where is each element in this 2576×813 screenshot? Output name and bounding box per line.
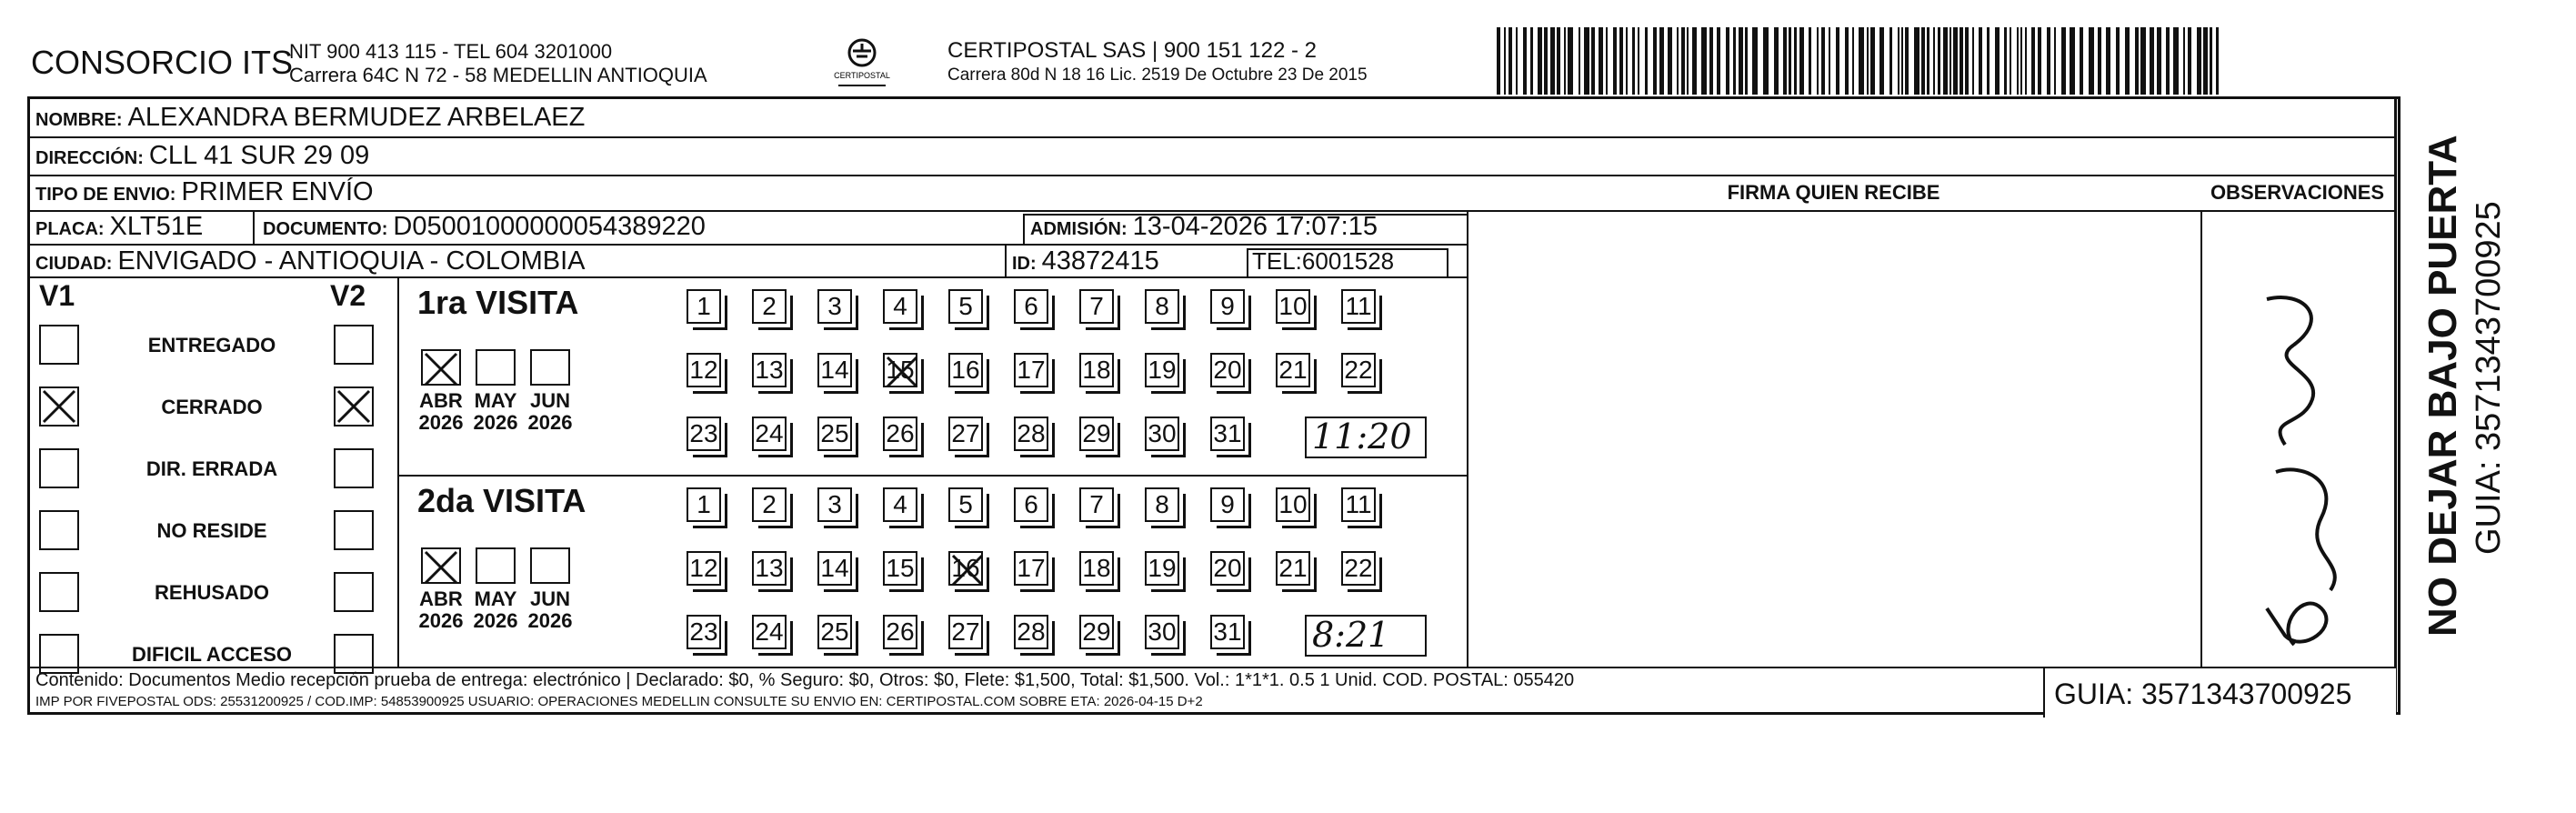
- day-box[interactable]: 19: [1145, 551, 1179, 586]
- day-box[interactable]: 9: [1210, 289, 1245, 324]
- barcode-bar: [1745, 27, 1748, 95]
- day-box[interactable]: 22: [1341, 353, 1376, 387]
- x-mark: [423, 549, 459, 586]
- city-field: CIUDAD: ENVIGADO - ANTIOQUIA - COLOMBIA: [35, 246, 586, 276]
- barcode-bar: [1995, 27, 2000, 95]
- day-box[interactable]: 18: [1079, 551, 1114, 586]
- barcode-bar: [1783, 27, 1787, 95]
- month-label: JUN: [529, 389, 570, 412]
- barcode-bar: [2188, 27, 2191, 95]
- month-checkbox[interactable]: [530, 349, 570, 386]
- barcode-bar: [1901, 27, 1903, 95]
- day-box[interactable]: 5: [948, 487, 983, 522]
- barcode-bar: [1653, 27, 1657, 95]
- month-label: MAY: [474, 389, 517, 412]
- city-value: ENVIGADO - ANTIOQUIA - COLOMBIA: [117, 246, 586, 276]
- barcode-bar: [1845, 27, 1849, 95]
- day-box[interactable]: 15: [883, 551, 917, 586]
- day-box[interactable]: 30: [1145, 615, 1179, 649]
- day-box[interactable]: 2: [752, 487, 787, 522]
- year-label: 2026: [418, 609, 464, 632]
- barcode-bar: [1979, 27, 1982, 95]
- day-box[interactable]: 8: [1145, 289, 1179, 324]
- month-label: ABR: [419, 389, 463, 412]
- visit-title: 2da VISITA: [417, 482, 586, 519]
- barcode-bar: [1739, 27, 1743, 95]
- barcode-bar: [1799, 27, 1804, 95]
- barcode-bar: [1606, 27, 1608, 95]
- barcode-bar: [1965, 27, 1969, 95]
- day-box[interactable]: 30: [1145, 417, 1179, 451]
- month-label: MAY: [474, 587, 517, 610]
- day-box[interactable]: 20: [1210, 353, 1245, 387]
- barcode-bar: [1687, 27, 1689, 95]
- barcode-bar: [1852, 27, 1854, 95]
- x-mark: [41, 388, 77, 425]
- day-box[interactable]: 21: [1276, 353, 1310, 387]
- v1-checkbox[interactable]: [39, 448, 79, 488]
- day-box[interactable]: 31: [1210, 615, 1245, 649]
- barcode-bar: [1867, 27, 1869, 95]
- year-label: 2026: [418, 411, 464, 434]
- barcode-bar: [1752, 27, 1758, 95]
- name-value: ALEXANDRA BERMUDEZ ARBELAEZ: [127, 103, 586, 132]
- barcode-bar: [1859, 27, 1864, 95]
- barcode-bar: [2125, 27, 2130, 95]
- day-box[interactable]: 26: [883, 615, 917, 649]
- day-box[interactable]: 29: [1079, 615, 1114, 649]
- barcode-bar: [1619, 27, 1623, 95]
- barcode-bar: [1538, 27, 1542, 95]
- day-box[interactable]: 28: [1014, 417, 1048, 451]
- day-box[interactable]: 1: [687, 487, 721, 522]
- barcode-bar: [2089, 27, 2094, 95]
- barcode-bar: [1701, 27, 1707, 95]
- barcode-bar: [2098, 27, 2101, 95]
- barcode-bar: [2080, 27, 2083, 95]
- year-label: 2026: [527, 609, 573, 632]
- barcode-bar: [2061, 27, 2066, 95]
- barcode-bar: [1692, 27, 1697, 95]
- day-box[interactable]: 18: [1079, 353, 1114, 387]
- status-label: CERRADO: [161, 396, 263, 418]
- day-box[interactable]: 3: [817, 289, 852, 324]
- day-box[interactable]: 13: [752, 353, 787, 387]
- observations-header: OBSERVACIONES: [2210, 181, 2385, 204]
- no-dejar-notice: NO DEJAR BAJO PUERTA: [2421, 135, 2465, 637]
- barcode-bar: [1591, 27, 1595, 95]
- barcode-bar: [2183, 27, 2185, 95]
- day-box[interactable]: 25: [817, 615, 852, 649]
- barcode-bar: [2197, 27, 2201, 95]
- year-label: 2026: [527, 411, 573, 434]
- day-box[interactable]: 23: [687, 417, 721, 451]
- barcode-bar: [2031, 27, 2035, 95]
- barcode-bar: [2106, 27, 2110, 95]
- barcode-bar: [1733, 27, 1736, 95]
- barcode-bar: [2150, 27, 2154, 95]
- barcode-bar: [1584, 27, 1589, 95]
- signature-header: FIRMA QUIEN RECIBE: [1727, 181, 1940, 204]
- barcode-bar: [2157, 27, 2161, 95]
- day-box[interactable]: 11: [1341, 289, 1376, 324]
- v1-header: V1: [39, 279, 75, 312]
- admission-value: 13-04-2026 17:07:15: [1132, 212, 1378, 241]
- day-box[interactable]: 4: [883, 289, 917, 324]
- plate-value: XLT51E: [109, 212, 204, 241]
- day-box[interactable]: 27: [948, 417, 983, 451]
- x-mark: [336, 388, 372, 425]
- day-box[interactable]: 16: [948, 353, 983, 387]
- v2-header: V2: [330, 279, 366, 312]
- barcode-bar: [1789, 27, 1791, 95]
- barcode-bar: [1950, 27, 1951, 95]
- v1-checkbox[interactable]: [39, 386, 79, 427]
- barcode-bar: [1927, 27, 1929, 95]
- barcode-bar: [1829, 27, 1830, 95]
- v1-checkbox[interactable]: [39, 572, 79, 612]
- barcode-bar: [1898, 27, 1899, 95]
- day-box[interactable]: 25: [817, 417, 852, 451]
- barcode-bar: [1809, 27, 1811, 95]
- barcode-bar: [1943, 27, 1948, 95]
- address-field: DIRECCIÓN: CLL 41 SUR 29 09: [35, 141, 370, 170]
- barcode-bar: [1889, 27, 1892, 95]
- month-checkbox[interactable]: [530, 547, 570, 584]
- barcode-bar: [1645, 27, 1648, 95]
- barcode-bar: [1677, 27, 1679, 95]
- day-box[interactable]: 15: [883, 353, 917, 387]
- document-field: DOCUMENTO: D05001000000054389220: [263, 212, 706, 241]
- v2-checkbox[interactable]: [334, 386, 374, 427]
- plate-field: PLACA: XLT51E: [35, 212, 204, 241]
- x-mark: [885, 355, 919, 389]
- barcode-bar: [1821, 27, 1825, 95]
- send-type-value: PRIMER ENVÍO: [181, 177, 374, 206]
- v2-checkbox[interactable]: [334, 634, 374, 674]
- barcode-bar: [2166, 27, 2170, 95]
- day-box[interactable]: 9: [1210, 487, 1245, 522]
- month-checkbox[interactable]: [476, 547, 516, 584]
- barcode-bar: [1914, 27, 1919, 95]
- day-box[interactable]: 29: [1079, 417, 1114, 451]
- barcode-bar: [1504, 27, 1506, 95]
- barcode-bar: [1523, 27, 1527, 95]
- side-guia: GUIA: 3571343700925: [2470, 201, 2508, 555]
- print-info-line: IMP POR FIVEPOSTAL ODS: 25531200925 / COD.IMP: 54853900925 USUARIO: OPERACIONES MEDELLIN CONSULTE SU ENVIO EN: CERTIPOSTAL.COM SOBRE ETA: 2026-04-15 D+2: [35, 694, 1203, 709]
- barcode-bar: [1938, 27, 1940, 95]
- barcode-bar: [1579, 27, 1580, 95]
- status-label: ENTREGADO: [147, 334, 276, 356]
- barcode-bar: [2140, 27, 2146, 95]
- barcode-bar: [1921, 27, 1925, 95]
- logo-text: CERTIPOSTAL: [834, 71, 890, 80]
- barcode-bar: [1568, 27, 1573, 95]
- carrier-name: CERTIPOSTAL SAS | 900 151 122 - 2: [947, 38, 1317, 63]
- x-mark: [423, 351, 459, 387]
- day-box[interactable]: 8: [1145, 487, 1179, 522]
- handwritten-time: 8:21: [1312, 615, 1390, 655]
- barcode-bar: [2173, 27, 2179, 95]
- v2-checkbox[interactable]: [334, 448, 374, 488]
- day-box[interactable]: 6: [1014, 487, 1048, 522]
- barcode-bar: [2017, 27, 2019, 95]
- company-address: Carrera 64C N 72 - 58 MEDELLIN ANTIOQUIA: [289, 64, 707, 86]
- document-value: D05001000000054389220: [393, 212, 706, 241]
- day-box[interactable]: 20: [1210, 551, 1245, 586]
- month-label: JUN: [529, 587, 570, 610]
- handwritten-time: 11:20: [1312, 417, 1412, 457]
- month-label: ABR: [419, 587, 463, 610]
- day-box[interactable]: 27: [948, 615, 983, 649]
- barcode-bar: [1564, 27, 1566, 95]
- company-name: CONSORCIO ITS: [31, 44, 294, 81]
- v1-checkbox[interactable]: [39, 634, 79, 674]
- year-label: 2026: [473, 411, 518, 434]
- barcode-bar: [1681, 27, 1685, 95]
- barcode-bar: [1905, 27, 1909, 95]
- name-field: NOMBRE: ALEXANDRA BERMUDEZ ARBELAEZ: [35, 103, 586, 132]
- barcode-bar: [1632, 27, 1635, 95]
- barcode-bar: [1879, 27, 1884, 95]
- v2-checkbox[interactable]: [334, 510, 374, 550]
- company-nit: NIT 900 413 115 - TEL 604 3201000: [289, 40, 613, 63]
- barcode-bar: [1497, 27, 1500, 95]
- day-box[interactable]: 28: [1014, 615, 1048, 649]
- barcode-bar: [2116, 27, 2120, 95]
- day-box[interactable]: 17: [1014, 551, 1048, 586]
- barcode-bar: [1638, 27, 1639, 95]
- day-box[interactable]: 31: [1210, 417, 1245, 451]
- barcode-bar: [1774, 27, 1779, 95]
- signature-scribble: [2212, 263, 2385, 663]
- id-value: 43872415: [1041, 246, 1159, 276]
- day-box[interactable]: 3: [817, 487, 852, 522]
- month-checkbox[interactable]: [476, 349, 516, 386]
- day-box[interactable]: 23: [687, 615, 721, 649]
- send-type-field: TIPO DE ENVIO: PRIMER ENVÍO: [35, 177, 374, 206]
- day-box[interactable]: 24: [752, 615, 787, 649]
- carrier-address: Carrera 80d N 18 16 Lic. 2519 De Octubre 23 De 2015: [947, 65, 1368, 85]
- day-box[interactable]: 7: [1079, 487, 1114, 522]
- barcode: [1497, 27, 2224, 95]
- barcode-bar: [2038, 27, 2041, 95]
- barcode-bar: [1516, 27, 1518, 95]
- status-label: NO RESIDE: [156, 519, 267, 542]
- barcode-bar: [2070, 27, 2075, 95]
- barcode-bar: [2054, 27, 2056, 95]
- day-box[interactable]: 7: [1079, 289, 1114, 324]
- barcode-bar: [2210, 27, 2212, 95]
- day-box[interactable]: 19: [1145, 353, 1179, 387]
- barcode-bar: [1613, 27, 1617, 95]
- day-box[interactable]: 26: [883, 417, 917, 451]
- day-box[interactable]: 12: [687, 551, 721, 586]
- status-label: REHUSADO: [155, 581, 269, 604]
- v1-checkbox[interactable]: [39, 510, 79, 550]
- barcode-bar: [1530, 27, 1533, 95]
- visit-title: 1ra VISITA: [417, 284, 579, 321]
- admission-field: ADMISIÓN: 13-04-2026 17:07:15: [1030, 212, 1378, 241]
- barcode-bar: [1987, 27, 1990, 95]
- day-box[interactable]: 14: [817, 353, 852, 387]
- barcode-bar: [2010, 27, 2011, 95]
- barcode-bar: [2135, 27, 2139, 95]
- status-label: DIFICIL ACCESO: [131, 643, 292, 666]
- day-box[interactable]: 4: [883, 487, 917, 522]
- barcode-bar: [2047, 27, 2050, 95]
- day-box[interactable]: 1: [687, 289, 721, 324]
- month-checkbox[interactable]: [421, 349, 461, 386]
- x-mark: [950, 553, 985, 587]
- barcode-bar: [1870, 27, 1875, 95]
- day-box[interactable]: 5: [948, 289, 983, 324]
- barcode-bar: [1763, 27, 1769, 95]
- month-checkbox[interactable]: [421, 547, 461, 584]
- day-box[interactable]: 6: [1014, 289, 1048, 324]
- tel-value: 6001528: [1301, 247, 1395, 275]
- barcode-bar: [1960, 27, 1963, 95]
- barcode-bar: [1550, 27, 1555, 95]
- day-box[interactable]: 12: [687, 353, 721, 387]
- tel-field: TEL:6001528: [1252, 247, 1395, 275]
- barcode-bar: [1659, 27, 1664, 95]
- barcode-bar: [2216, 27, 2219, 95]
- day-box[interactable]: 10: [1276, 289, 1310, 324]
- day-box[interactable]: 13: [752, 551, 787, 586]
- barcode-bar: [1557, 27, 1560, 95]
- barcode-bar: [1509, 27, 1512, 95]
- day-box[interactable]: 17: [1014, 353, 1048, 387]
- day-box[interactable]: 21: [1276, 551, 1310, 586]
- day-box[interactable]: 24: [752, 417, 787, 451]
- barcode-bar: [2025, 27, 2027, 95]
- barcode-bar: [1933, 27, 1935, 95]
- barcode-bar: [1626, 27, 1628, 95]
- barcode-bar: [2020, 27, 2022, 95]
- day-box[interactable]: 14: [817, 551, 852, 586]
- day-box[interactable]: 2: [752, 289, 787, 324]
- year-label: 2026: [473, 609, 518, 632]
- barcode-bar: [1817, 27, 1819, 95]
- address-value: CLL 41 SUR 29 09: [148, 141, 370, 170]
- certipostal-logo: [833, 35, 891, 95]
- barcode-bar: [1953, 27, 1958, 95]
- v2-checkbox[interactable]: [334, 572, 374, 612]
- day-box[interactable]: 10: [1276, 487, 1310, 522]
- delivery-form: [27, 96, 2401, 715]
- day-box[interactable]: 11: [1341, 487, 1376, 522]
- barcode-bar: [1544, 27, 1548, 95]
- barcode-bar: [1794, 27, 1797, 95]
- barcode-bar: [2203, 27, 2208, 95]
- barcode-bar: [1668, 27, 1672, 95]
- id-field: ID: 43872415: [1012, 246, 1159, 276]
- contents-line: Contenido: Documentos Medio recepción prueba de entrega: electrónico | Declarado: $0, % Seguro: $0, Otros: $0, Flete: $1,500, Total: $1,500. Vol.: 1*1*1. 0.5 1 Unid. COD. POSTAL: 055420: [35, 670, 1575, 690]
- v2-checkbox[interactable]: [334, 325, 374, 365]
- barcode-bar: [1717, 27, 1720, 95]
- barcode-bar: [1972, 27, 1974, 95]
- barcode-bar: [1726, 27, 1729, 95]
- barcode-bar: [1836, 27, 1839, 95]
- status-label: DIR. ERRADA: [145, 457, 278, 480]
- footer-guia: GUIA: 3571343700925: [2054, 678, 2352, 710]
- barcode-bar: [2004, 27, 2007, 95]
- barcode-bar: [1709, 27, 1713, 95]
- barcode-bar: [1599, 27, 1603, 95]
- v1-checkbox[interactable]: [39, 325, 79, 365]
- day-box[interactable]: 16: [948, 551, 983, 586]
- day-box[interactable]: 22: [1341, 551, 1376, 586]
